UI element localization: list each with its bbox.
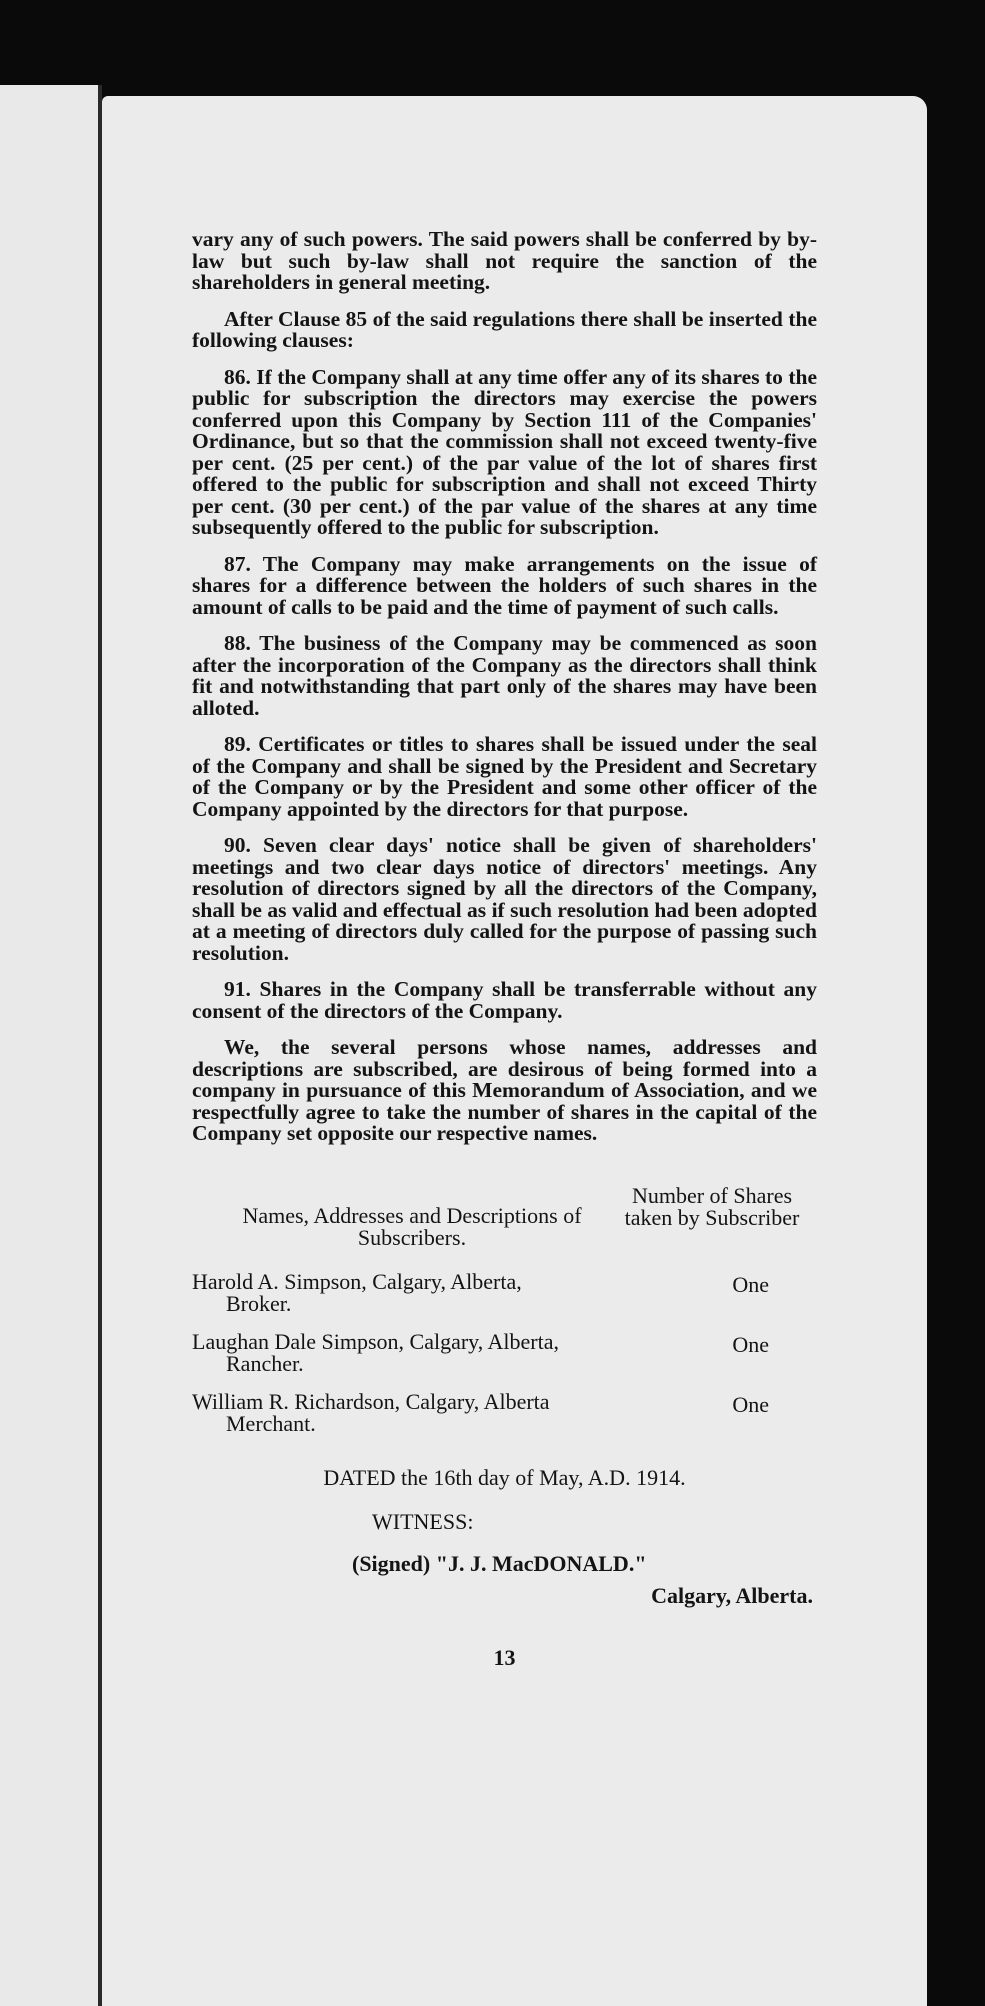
facing-page-edge bbox=[0, 85, 98, 2006]
clause-86: 86. If the Company shall at any time offer any of its shares to the public for subscription the directors may exercise the powers conferred upon this Company by Section 111 of the Companies' Ordinance, but so that the commission shall not exceed twenty-five per cent. (25 per cent.) of the par value of the lot of shares first offered to the public for subscription and shall not exceed Thirty per cent. (30 per cent.) of the par value of the shares at any time subsequently offered to the public for subscription. bbox=[192, 364, 817, 539]
subscriber-row bbox=[192, 1388, 817, 1436]
clause-88: 88. The business of the Company may be commenced as soon after the incorporation of the Company as the directors shall think fit and notwithstanding that part only of the shares may have been alloted. bbox=[192, 631, 817, 720]
subscriber-name: William R. Richardson, Calgary, Alberta bbox=[192, 1388, 550, 1414]
after-clause-paragraph: After Clause 85 of the said regulations there shall be inserted the following clauses: bbox=[192, 306, 817, 352]
subscriber-occupation: Merchant. bbox=[226, 1410, 316, 1436]
clause-90: 90. Seven clear days' notice shall be given of shareholders' meetings and two clear days notice of directors' meetings. Any resolution of directors signed by all the directors of the Company, shall be as valid and effectual as if such resolution had been adopted at a meeting of directors duly called for the purpose of passing such resolution. bbox=[192, 833, 817, 965]
clause-91: 91. Shares in the Company shall be transferrable without any consent of the directors of the Company. bbox=[192, 977, 817, 1023]
clause-87: 87. The Company may make arrangements on the issue of shares for a difference between the holders of such shares in the amount of calls to be paid and the time of payment of such calls. bbox=[192, 551, 817, 619]
subscriber-shares: One bbox=[732, 1331, 769, 1357]
subscribers-header bbox=[192, 1182, 817, 1255]
intro-paragraph: vary any of such powers. The said powers shall be conferred by by-law but such by-law shall not require the sanction of the shareholders in general meeting. bbox=[192, 227, 817, 294]
declaration-paragraph: We, the several persons whose names, addresses and descriptions are subscribed, are desirous of being formed into a company in pursuance of this Memorandum of Association, and we respectfully agree to take the number of shares in the capital of the Company set opposite our respective names. bbox=[192, 1035, 817, 1145]
dated-line: DATED the 16th day of May, A.D. 1914. bbox=[323, 1464, 686, 1490]
shares-column-header: Number of Shares taken by Subscriber bbox=[624, 1182, 800, 1230]
subscriber-shares: One bbox=[732, 1271, 769, 1297]
document-page bbox=[102, 96, 927, 2006]
page-content bbox=[192, 229, 817, 1671]
clause-89: 89. Certificates or titles to shares shall be issued under the seal of the Company and shall be signed by the President and Secretary of the Company or by the President and some other officer of the Company appointed by the directors for that purpose. bbox=[192, 732, 817, 821]
subscriber-name: Laughan Dale Simpson, Calgary, Alberta, bbox=[192, 1328, 559, 1354]
signed-line: (Signed) "J. J. MacDONALD." bbox=[352, 1550, 647, 1576]
names-column-header: Names, Addresses and Descriptions of Subscribers. bbox=[242, 1202, 582, 1250]
witness-label: WITNESS: bbox=[372, 1508, 474, 1534]
subscriber-occupation: Rancher. bbox=[226, 1350, 304, 1376]
subscriber-name: Harold A. Simpson, Calgary, Alberta, bbox=[192, 1268, 522, 1294]
subscriber-occupation: Broker. bbox=[226, 1290, 292, 1316]
page-number: 13 bbox=[493, 1644, 516, 1670]
subscriber-row bbox=[192, 1328, 817, 1376]
subscriber-shares: One bbox=[732, 1391, 769, 1417]
signing-place: Calgary, Alberta. bbox=[651, 1582, 813, 1608]
subscriber-row bbox=[192, 1268, 817, 1316]
